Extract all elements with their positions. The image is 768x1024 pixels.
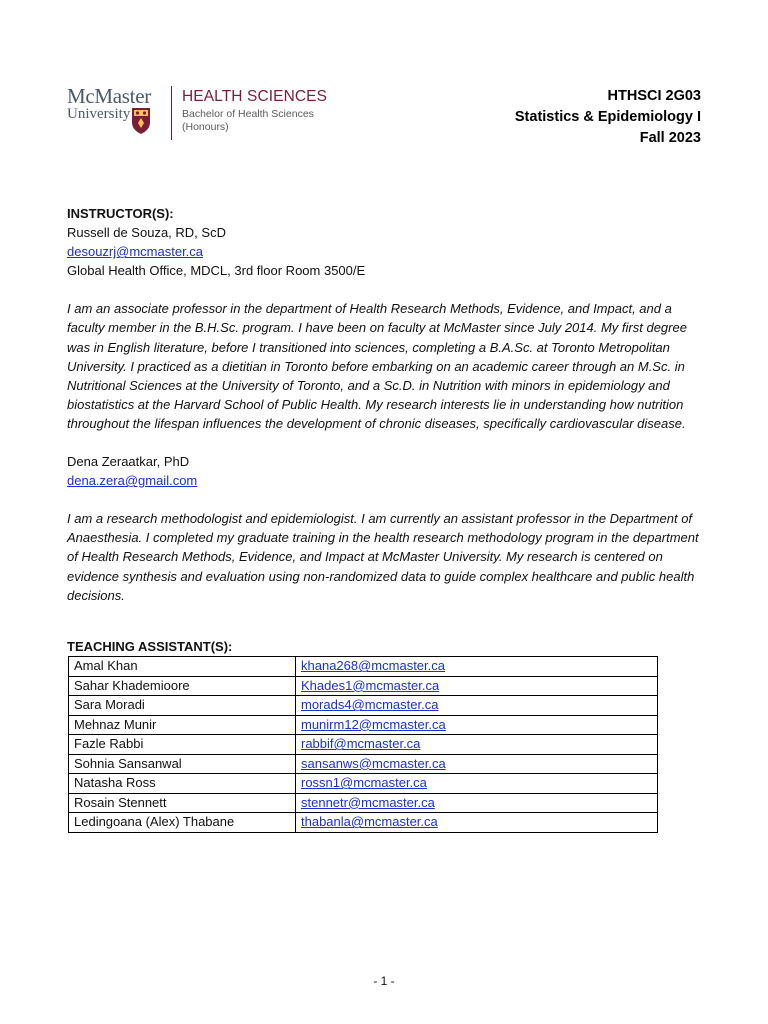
table-row [69,754,658,774]
logo-program-line1: Bachelor of Health Sciences [182,108,314,120]
table-row [69,813,658,833]
table-row [69,676,658,696]
ta-email-link[interactable]: stennetr@mcmaster.ca [301,794,435,810]
ta-name: Fazle Rabbi [69,735,296,755]
logo-divider [171,86,172,140]
ta-email-link[interactable]: Khades1@mcmaster.ca [301,677,440,693]
table-row [69,793,658,813]
instructor-2-bio: I am a research methodologist and epidemiologist. I am currently an assistant professor in the Department of Anaesthesia. I completed my graduate training in the health research methodology program in the department of Health Research Methods, Evidence, and Impact at McMaster University. My research is centered on evidence synthesis and evaluation using non-randomized data to guide complex healthcare and public health decisions. [67,511,699,603]
logo-university-name: McMaster [67,84,151,108]
ta-email-link[interactable]: khana268@mcmaster.ca [301,658,445,674]
table-row [69,715,658,735]
logo-program-line2: (Honours) [182,121,229,133]
ta-email-link[interactable]: thabanla@mcmaster.ca [301,814,438,830]
instructor-1-office: Global Health Office, MDCL, 3rd floor Room 3500/E [67,263,366,279]
course-heading [515,86,701,149]
ta-name: Mehnaz Munir [69,715,296,735]
ta-name: Natasha Ross [69,774,296,794]
teaching-assistants-heading: TEACHING ASSISTANT(S): [67,639,233,654]
instructor-2-email-link[interactable]: dena.zera@gmail.com [67,473,198,489]
ta-name: Sara Moradi [69,696,296,716]
table-row [69,696,658,716]
ta-name: Sohnia Sansanwal [69,754,296,774]
mcmaster-crest-icon [131,107,151,135]
ta-email-link[interactable]: munirm12@mcmaster.ca [301,716,446,732]
ta-name: Sahar Khademioore [69,676,296,696]
logo-university-word: University [67,106,131,122]
instructor-1-email-link[interactable]: desouzrj@mcmaster.ca [67,244,204,260]
table-row [69,735,658,755]
course-term: Fall 2023 [639,130,701,146]
ta-name: Ledingoana (Alex) Thabane [69,813,296,833]
teaching-assistants-table [68,656,658,833]
instructor-1-bio: I am an associate professor in the department of Health Research Methods, Evidence, and Impact, and a faculty member in the B.H.Sc. program. I have been on faculty at McMaster since July 2014. My first degree was in English literature, before I transitioned into sciences, completing a B.A.Sc. at Toronto Metropolitan University. I practiced as a dietitian in Toronto before embarking on an academic career through an M.Sc. in Nutritional Sciences at the University of Toronto, and a Sc.D. in Nutrition with minors in epidemiology and biostatistics at the Harvard School of Public Health. My research interests lie in understanding how nutrition throughout the lifespan influences the development of chronic diseases, specifically cardiovascular disease. [67,301,687,431]
mcmaster-health-sciences-logo [67,86,337,144]
instructors-heading: INSTRUCTOR(S): [67,206,174,221]
ta-email-link[interactable]: rabbif@mcmaster.ca [301,736,421,752]
instructor-2-name: Dena Zeraatkar, PhD [67,454,190,470]
logo-faculty-name: HEALTH SCIENCES [182,88,328,105]
instructors-section [67,204,707,605]
ta-name: Amal Khan [69,657,296,677]
table-row [69,774,658,794]
ta-email-link[interactable]: morads4@mcmaster.ca [301,697,439,713]
ta-email-link[interactable]: rossn1@mcmaster.ca [301,775,427,791]
ta-name: Rosain Stennett [69,793,296,813]
ta-email-link[interactable]: sansanws@mcmaster.ca [301,755,446,771]
page-number: - 1 - [373,974,395,988]
course-title: Statistics & Epidemiology I [514,109,701,125]
instructor-1-name: Russell de Souza, RD, ScD [67,225,226,241]
course-code: HTHSCI 2G03 [607,88,701,104]
table-row [69,657,658,677]
